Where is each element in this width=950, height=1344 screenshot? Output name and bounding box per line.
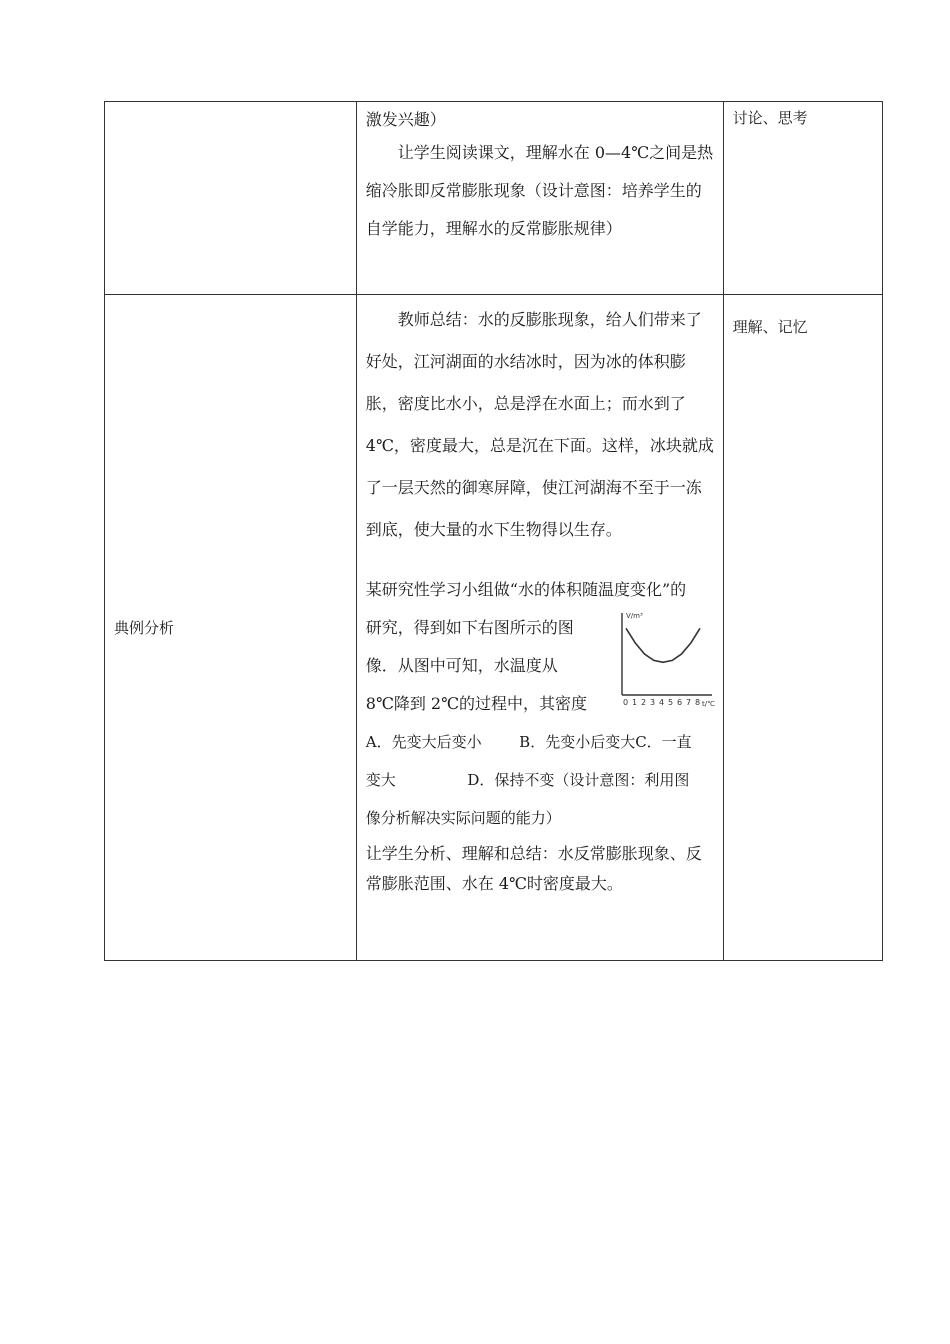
x-tick-label: 3 <box>649 698 655 707</box>
x-tick-label: 8 <box>694 698 700 707</box>
row1-col1-cell <box>105 102 357 295</box>
x-tick-label: 1 <box>631 698 637 707</box>
table-row <box>105 295 883 961</box>
option-c-cont: 变大 <box>365 771 396 789</box>
x-tick-label: 0 <box>622 698 628 707</box>
volume-temperature-graph <box>616 609 716 709</box>
options-line-3: 像分析解决实际问题的能力） <box>365 809 561 827</box>
row1-reading-paragraph: 让学生阅读课文，理解水在 0—4℃之间是热缩冷胀即反常膨胀现象（设计意图：培养学生的自学能力，理解水的反常膨胀规律） <box>365 143 714 238</box>
x-tick-label: 6 <box>676 698 682 707</box>
x-axis-label: t/℃ <box>701 700 715 708</box>
volume-curve <box>626 628 700 662</box>
lesson-table <box>104 101 883 961</box>
row2-col2-cell <box>356 295 723 961</box>
y-axis-label: V/m³ <box>625 612 643 620</box>
question-line-4: 8℃降到 2℃的过程中，其密度 <box>365 694 588 713</box>
row1-col3-cell <box>723 102 882 295</box>
options-line-1 <box>366 723 715 761</box>
row1-intro-line: 激发兴趣） <box>365 110 446 129</box>
row2-col3-cell <box>723 295 882 961</box>
x-tick-labels <box>623 698 700 707</box>
x-tick-label: 4 <box>658 698 664 707</box>
question-line-1: 某研究性学习小组做“水的体积随温度变化”的 <box>365 580 687 599</box>
section-label: 典例分析 <box>114 619 175 637</box>
options-line-2 <box>366 761 715 799</box>
row2-student-activity: 理解、记忆 <box>732 318 808 336</box>
row1-student-activity: 讨论、思考 <box>732 109 808 127</box>
table-row <box>105 102 883 295</box>
option-d: D．保持不变（设计意图：利用图 <box>467 771 690 789</box>
x-tick-label: 7 <box>685 698 691 707</box>
question-line-2: 研究，得到如下右图所示的图 <box>365 618 574 637</box>
teacher-summary-paragraph: 教师总结：水的反膨胀现象，给人们带来了好处，江河湖面的水结冰时，因为冰的体积膨胀，密度比水小，总是浮在水面上；而水到了 4℃，密度最大，总是沉在下面。这样，冰块就成了一层天然的御寒屏障，使江河湖海不至于一冻到底，使大量的水下生物得以生存。 <box>365 310 714 539</box>
row1-col2-cell <box>356 102 723 295</box>
x-tick-label: 5 <box>667 698 673 707</box>
x-tick-label: 2 <box>640 698 646 707</box>
conclusion-paragraph: 让学生分析、理解和总结：水反常膨胀现象、反常膨胀范围、水在 4℃时密度最大。 <box>365 844 702 893</box>
question-line-3: 像．从图中可知，水温度从 <box>365 656 558 675</box>
option-b: B．先变小后变大 <box>519 733 636 751</box>
example-question-block <box>366 571 715 899</box>
option-c: C．一直 <box>635 733 692 751</box>
option-a: A．先变大后变小 <box>365 733 482 751</box>
section-label-cell <box>105 295 357 961</box>
